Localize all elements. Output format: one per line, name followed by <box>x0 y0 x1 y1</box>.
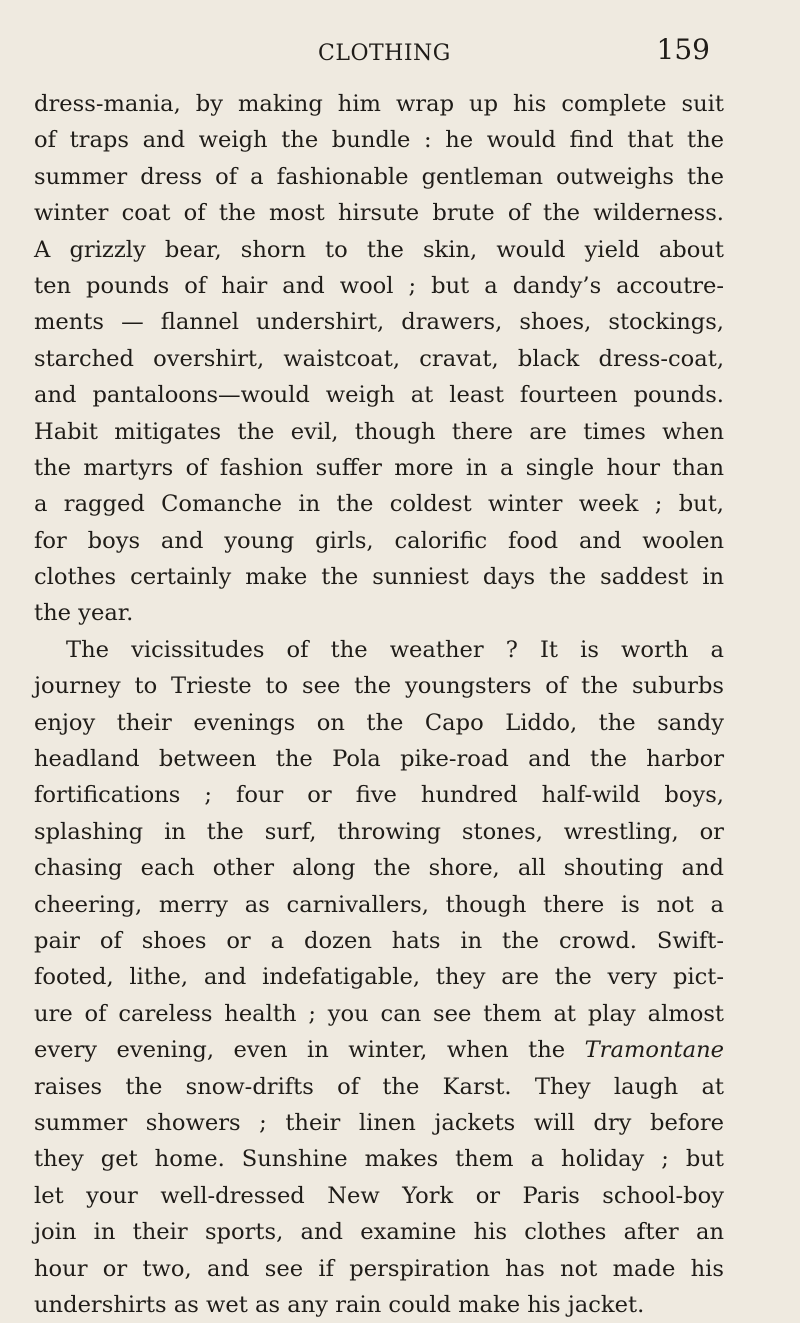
text-line: journey to Trieste to see the youngsters of the suburbs <box>34 673 724 700</box>
body-text <box>34 86 724 1323</box>
text-line: ten pounds of hair and wool ; but a dandy’s accoutre- <box>34 272 724 299</box>
running-head: CLOTHING <box>318 41 451 66</box>
text-line: the martyrs of fashion suffer more in a single hour than <box>34 454 724 481</box>
paragraph-dress-weight <box>34 86 724 632</box>
text-line: the year. <box>34 600 134 627</box>
text-line: undershirts as wet as any rain could make his jacket. <box>34 1291 645 1318</box>
text-line: pair of shoes or a dozen hats in the crowd. Swift- <box>34 927 724 954</box>
page-number: 159 <box>656 33 710 66</box>
text-line: winter coat of the most hirsute brute of the wilderness. <box>34 200 724 227</box>
text-line: splashing in the surf, throwing stones, wrestling, or <box>34 818 724 845</box>
text-line: Habit mitigates the evil, though there are times when <box>34 418 724 445</box>
text-line: summer dress of a fashionable gentleman outweighs the <box>34 163 724 190</box>
text-line: summer showers ; their linen jackets will dry before <box>34 1109 724 1136</box>
text-line: for boys and young girls, calorific food and woolen <box>34 527 724 554</box>
text-line: a ragged Comanche in the coldest winter week ; but, <box>34 491 724 518</box>
text-line: clothes certainly make the sunniest days the saddest in <box>34 564 724 591</box>
text-line: A grizzly bear, shorn to the skin, would yield about <box>34 236 724 263</box>
text-line: ure of careless health ; you can see them at play almost <box>34 1000 724 1027</box>
text-line: and pantaloons—would weigh at least fourteen pounds. <box>34 382 724 409</box>
text-line: dress-mania, by making him wrap up his complete suit <box>34 91 724 117</box>
text-line: starched overshirt, waistcoat, cravat, black dress-coat, <box>34 345 724 372</box>
page-header <box>0 33 800 73</box>
text-line: fortifications ; four or five hundred half-wild boys, <box>34 782 724 809</box>
text-line: chasing each other along the shore, all shouting and <box>34 855 724 882</box>
text-line: enjoy their evenings on the Capo Liddo, the sandy <box>34 709 724 736</box>
text-line: headland between the Pola pike-road and the harbor <box>34 746 724 773</box>
text-line: they get home. Sunshine makes them a holiday ; but <box>34 1146 724 1173</box>
line-segment: every evening, even in winter, when the <box>34 1037 566 1064</box>
italic-word-tramontane: Tramontane <box>584 1037 725 1064</box>
paragraph-trieste-boys <box>34 632 724 1323</box>
text-line: hour or two, and see if perspiration has not made his <box>34 1255 724 1282</box>
text-line: let your well-dressed New York or Paris school-boy <box>34 1182 724 1209</box>
text-line: raises the snow-drifts of the Karst. They laugh at <box>34 1073 724 1100</box>
text-line: of traps and weigh the bundle : he would find that the <box>34 127 724 154</box>
text-line: The vicissitudes of the weather ? It is worth a <box>66 636 724 663</box>
text-line: cheering, merry as carnivallers, though there is not a <box>34 891 724 918</box>
text-line: ments — flannel undershirt, drawers, shoes, stockings, <box>34 309 724 336</box>
text-line: footed, lithe, and indefatigable, they are the very pict- <box>34 964 724 991</box>
text-line <box>34 1032 724 1068</box>
text-line: join in their sports, and examine his clothes after an <box>34 1219 724 1246</box>
